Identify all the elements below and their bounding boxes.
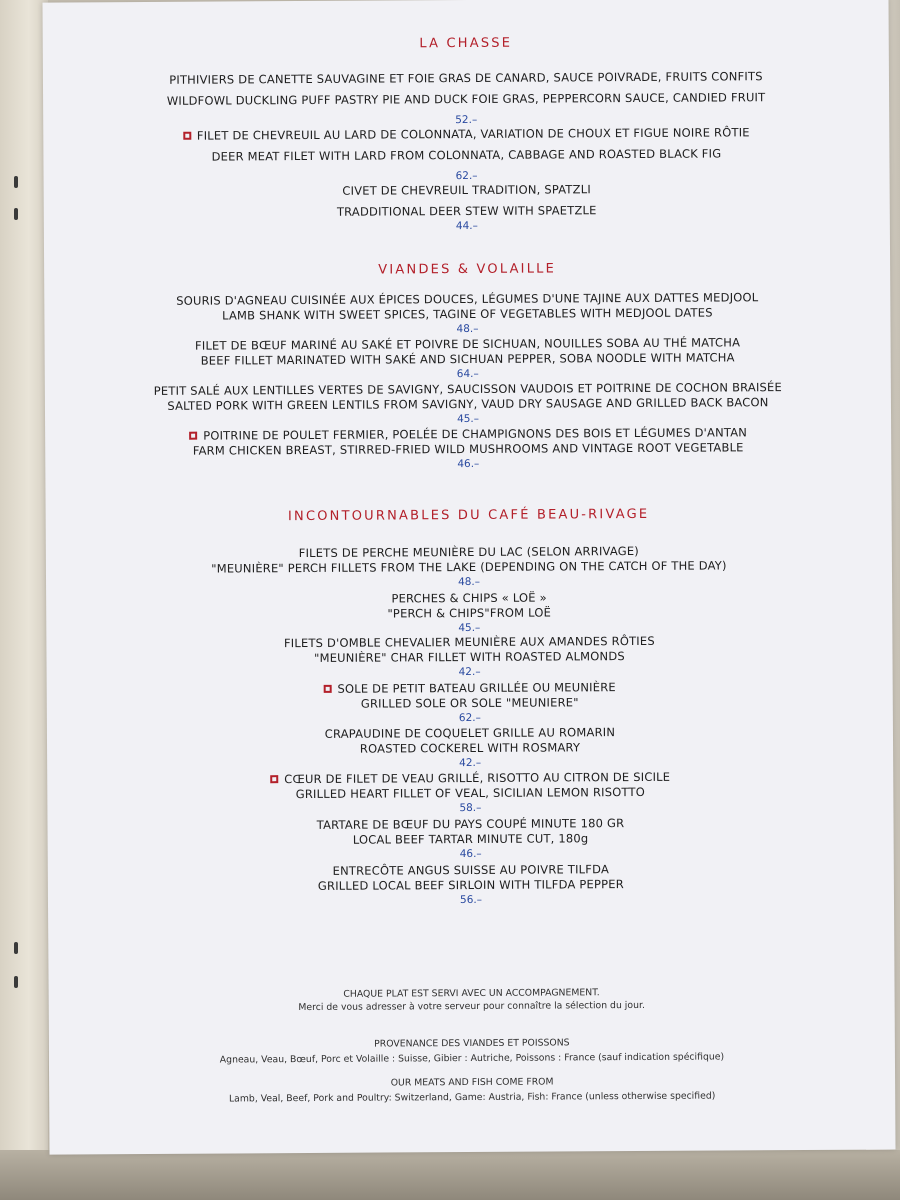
dish-name-fr-text: SOLE DE PETIT BATEAU GRILLÉE OU MEUNIÈRE <box>337 680 616 696</box>
footer-accompaniment <box>49 984 895 1015</box>
dish-name-fr: FILETS DE PERCHE MEUNIÈRE DU LAC (SELON ARRIVAGE) <box>298 543 640 561</box>
menu-item <box>44 289 890 338</box>
dish-price: 44.– <box>455 219 478 233</box>
footer-heading: OUR MEATS AND FISH COME FROM <box>390 1076 554 1089</box>
dish-name-fr-text: POITRINE DE POULET FERMIER, POELÉE DE CHAMPIGNONS DES BOIS ET LÉGUMES D'ANTAN <box>203 425 748 443</box>
section-title: VIANDES & VOLAILLE <box>378 261 557 278</box>
footer-heading: CHAQUE PLAT EST SERVI AVEC UN ACCOMPAGNEMENT. <box>343 987 600 1000</box>
dish-name-fr: ENTRECÔTE ANGUS SUISSE AU POIVRE TILFDA <box>332 862 610 878</box>
menu-item <box>47 723 893 772</box>
footer-text: Agneau, Veau, Bœuf, Porc et Volaille : Suisse, Gibier : Autriche, Poissons : France (sauf indication spécifique) <box>219 1051 725 1066</box>
menu-item <box>43 124 889 185</box>
dish-name-en: GRILLED HEART FILLET OF VEAL, SICILIAN LEMON RISOTTO <box>295 784 646 802</box>
dish-name-en: GRILLED SOLE OR SOLE "MEUNIERE" <box>360 695 579 711</box>
dish-name-en: TRADDITIONAL DEER STEW WITH SPAETZLE <box>336 203 597 219</box>
specialty-marker-icon <box>323 685 331 693</box>
binder-ring <box>14 208 18 220</box>
section-viandes <box>44 258 890 281</box>
dish-name-fr: FILET DE BŒUF MARINÉ AU SAKÉ ET POIVRE DE SICHUAN, NOUILLES SOBA AU THÉ MATCHA <box>194 335 741 353</box>
binder-spine <box>0 0 48 1200</box>
specialty-marker-icon <box>183 132 191 140</box>
binder-ring <box>14 976 18 988</box>
dish-name-fr: TARTARE DE BŒUF DU PAYS COUPÉ MINUTE 180 GR <box>316 816 625 832</box>
dish-name-en: BEEF FILLET MARINATED WITH SAKÉ AND SICHUAN PEPPER, SOBA NOODLE WITH MATCHA <box>200 350 735 368</box>
section-title: INCONTOURNABLES DU CAFÉ BEAU-RIVAGE <box>287 506 650 525</box>
section-incontournables <box>46 504 892 527</box>
menu-item <box>47 814 893 863</box>
dish-name-en: GRILLED LOCAL BEEF SIRLOIN WITH TILFDA PEPPER <box>317 877 624 893</box>
dish-name-fr: FILETS D'OMBLE CHEVALIER MEUNIÈRE AUX AMANDES RÔTIES <box>283 633 655 651</box>
dish-name-en: LAMB SHANK WITH SWEET SPICES, TAGINE OF VEGETABLES WITH MEDJOOL DATES <box>222 305 713 323</box>
dish-name-fr: SOURIS D'AGNEAU CUISINÉE AUX ÉPICES DOUCES, LÉGUMES D'UNE TAJINE AUX DATTES MEDJOOL <box>176 290 759 308</box>
dish-price: 42.– <box>458 665 481 679</box>
dish-price: 45.– <box>457 412 480 426</box>
dish-price: 56.– <box>459 893 482 907</box>
menu-content <box>42 0 888 1105</box>
menu-item <box>47 678 893 727</box>
dish-name-en: WILDFOWL DUCKLING PUFF PASTRY PIE AND DUCK FOIE GRAS, PEPPERCORN SAUCE, CANDIED FRUIT <box>166 90 766 108</box>
menu-item <box>46 588 892 637</box>
menu-page <box>42 0 895 1155</box>
binder-ring <box>14 942 18 954</box>
table-edge <box>0 1150 900 1200</box>
dish-price: 48.– <box>456 322 479 336</box>
dish-name-fr: CIVET DE CHEVREUIL TRADITION, SPATZLI <box>342 182 591 198</box>
dish-name-fr-text: FILET DE CHEVREUIL AU LARD DE COLONNATA, VARIATION DE CHOUX ET FIGUE NOIRE RÔTIE <box>196 125 750 143</box>
menu-item <box>46 542 892 591</box>
menu-item <box>46 632 892 681</box>
menu-item <box>48 860 894 909</box>
dish-name-en: SALTED PORK WITH GREEN LENTILS FROM SAVIGNY, VAUD DRY SAUSAGE AND GRILLED BACK BACON <box>167 395 769 413</box>
dish-name-fr: PITHIVIERS DE CANETTE SAUVAGINE ET FOIE GRAS DE CANARD, SAUCE POIVRADE, FRUITS CONFITS <box>169 69 763 87</box>
dish-name-en: ROASTED COCKEREL WITH ROSMARY <box>359 740 581 756</box>
menu-item <box>47 768 893 817</box>
menu-item <box>45 424 891 473</box>
specialty-marker-icon <box>189 432 197 440</box>
specialty-marker-icon <box>270 775 278 783</box>
dish-price: 62.– <box>455 169 478 183</box>
dish-name-en: "MEUNIÈRE" PERCH FILLETS FROM THE LAKE (DEPENDING ON THE CATCH OF THE DAY) <box>211 558 727 576</box>
dish-price: 45.– <box>458 621 481 635</box>
dish-price: 62.– <box>458 711 481 725</box>
footer-heading: PROVENANCE DES VIANDES ET POISSONS <box>374 1037 570 1050</box>
menu-item <box>43 68 889 129</box>
menu-item <box>45 334 891 383</box>
dish-name-fr: CRAPAUDINE DE COQUELET GRILLE AU ROMARIN <box>324 725 616 741</box>
section-la-chasse <box>43 32 889 55</box>
footer-text: Merci de vous adresser à votre serveur pour connaître la sélection du jour. <box>298 999 645 1014</box>
menu-item <box>44 180 890 235</box>
dish-name-fr: PETIT SALÉ AUX LENTILLES VERTES DE SAVIGNY, SAUCISSON VAUDOIS ET POITRINE DE COCHON BRAISÉE <box>153 380 783 398</box>
dish-name-en: "PERCH & CHIPS"FROM LOË <box>387 605 552 621</box>
section-title: LA CHASSE <box>419 35 513 52</box>
dish-name-fr-text: CŒUR DE FILET DE VEAU GRILLÉ, RISOTTO AU CITRON DE SICILE <box>284 769 671 787</box>
dish-price: 46.– <box>459 847 482 861</box>
dish-name-en: DEER MEAT FILET WITH LARD FROM COLONNATA, CABBAGE AND ROASTED BLACK FIG <box>211 146 722 164</box>
menu-item <box>45 379 891 428</box>
footer-origin <box>49 1073 895 1106</box>
dish-name-en: LOCAL BEEF TARTAR MINUTE CUT, 180g <box>352 831 589 847</box>
dish-name-fr: PERCHES & CHIPS « LOË » <box>391 590 547 606</box>
dish-price: 42.– <box>459 756 482 770</box>
dish-price: 48.– <box>458 575 481 589</box>
footer-text: Lamb, Veal, Beef, Pork and Poultry: Switzerland, Game: Austria, Fish: France (unless otherwise specified) <box>228 1090 716 1105</box>
dish-price: 58.– <box>459 801 482 815</box>
dish-price: 64.– <box>456 367 479 381</box>
binder-ring <box>14 176 18 188</box>
dish-price: 52.– <box>455 113 478 127</box>
dish-name-en: "MEUNIÈRE" CHAR FILLET WITH ROASTED ALMONDS <box>314 649 625 665</box>
dish-name-en: FARM CHICKEN BREAST, STIRRED-FRIED WILD MUSHROOMS AND VINTAGE ROOT VEGETABLE <box>192 440 744 458</box>
dish-price: 46.– <box>457 457 480 471</box>
footer-provenance <box>49 1034 895 1067</box>
